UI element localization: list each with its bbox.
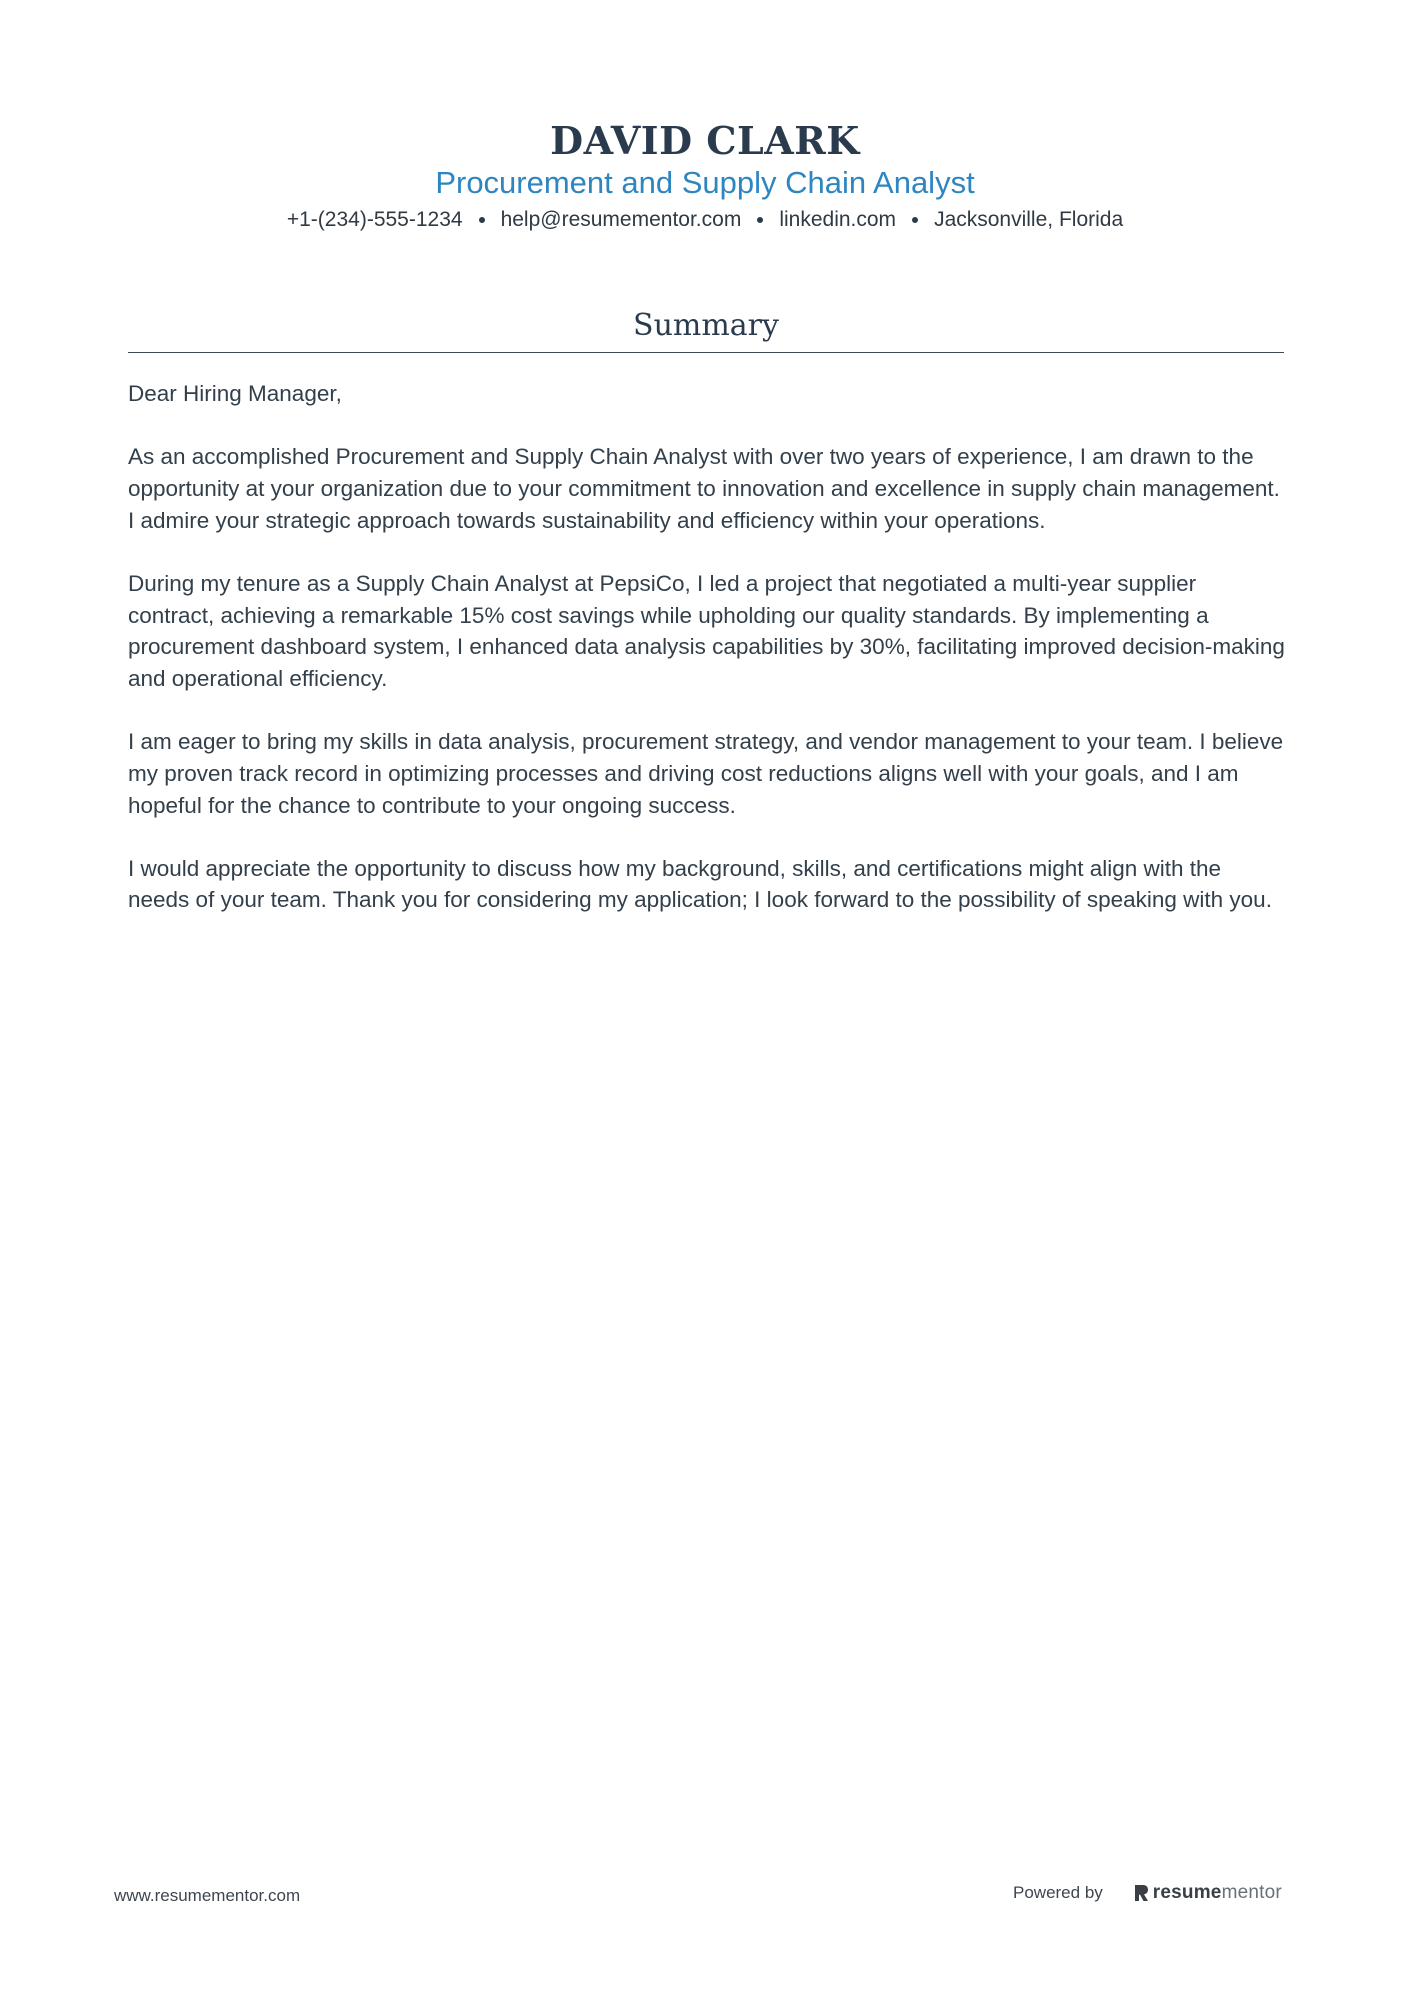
contact-line [0,206,1410,234]
letter-paragraph: I would appreciate the opportunity to discuss how my background, skills, and certifications might align with the needs of your team. Thank you for considering my application; I look forward to the possibility of speaking with you. [128,855,1272,913]
letter-body [128,378,1288,948]
logo-text-mentor: mentor [1221,1882,1282,1903]
resumementor-logo-icon [1133,1883,1149,1903]
contact-location: Jacksonville, Florida [934,208,1124,231]
section-title: Summary [633,308,779,343]
footer-branding [1013,1882,1282,1904]
powered-by-label: Powered by [1013,1883,1103,1902]
contact-phone: +1-(234)-555-1234 [286,208,463,231]
footer-website[interactable]: www.resumementor.com [114,1886,301,1905]
letter-paragraph: I am eager to bring my skills in data analysis, procurement strategy, and vendor management to your team. I believe my proven track record in optimizing processes and driving cost reductions aligns well with your goals, and I am hopeful for the chance to contribute to your ongoing success. [128,729,1284,818]
letter-paragraph: During my tenure as a Supply Chain Analyst at PepsiCo, I led a project that negotiated a multi-year supplier contract, achieving a remarkable 15% cost savings while upholding our quality standards. By implementing a procurement dashboard system, I enhanced data analysis capabilities by 30%, facilitating improved decision-making and operational efficiency. [128,570,1285,691]
bullet-separator [757,217,763,223]
job-title: Procurement and Supply Chain Analyst [435,165,975,200]
logo-text-resume: resume [1152,1882,1222,1903]
contact-linkedin[interactable]: linkedin.com [779,208,897,231]
letter-greeting: Dear Hiring Manager, [128,381,342,406]
bullet-separator [479,217,485,223]
summary-section-header [128,306,1284,353]
bullet-separator [912,217,918,223]
resumementor-logo[interactable] [1133,1882,1282,1904]
contact-email[interactable]: help@resumementor.com [500,208,742,231]
letter-paragraph: As an accomplished Procurement and Supply Chain Analyst with over two years of experience, I am drawn to the opportunity at your organization due to your commitment to innovation and excellence in supply chain management. I admire your strategic approach towards sustainability and efficiency within your operations. [128,444,1280,533]
header [0,118,1410,234]
candidate-name: DAVID CLARK [550,118,860,163]
